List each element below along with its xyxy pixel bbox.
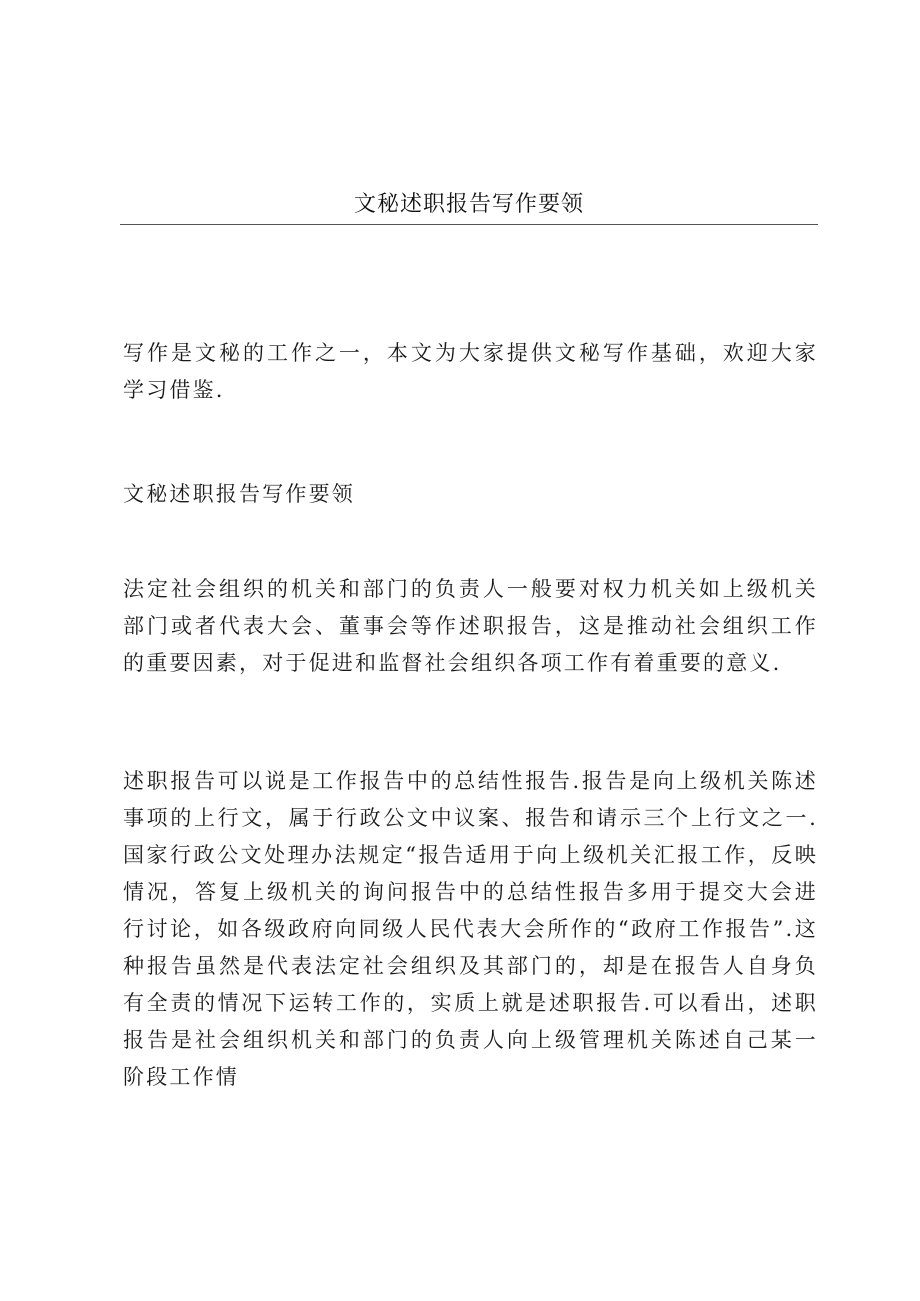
body-paragraph: 法定社会组织的机关和部门的负责人一般要对权力机关如上级机关部门或者代表大会、董事会等作述职报告，这是推动社会组织工作的重要因素，对于促进和监督社会组织各项工作有着重要的意义.: [123, 577, 818, 675]
header-title: 文秘述职报告写作要领: [353, 192, 584, 217]
page-header: [120, 190, 818, 225]
body-paragraph: 述职报告可以说是工作报告中的总结性报告.报告是向上级机关陈述事项的上行文，属于行政公文中议案、报告和请示三个上行文之一.国家行政公文处理办法规定“报告适用于向上级机关汇报工作，反映情况，答复上级机关的询问报告中的总结性报告多用于提交大会进行讨论，如各级政府向同级人民代表大会所作的“政府工作报告”.这种报告虽然是代表法定社会组织及其部门的，却是在报告人自身负有全责的情况下运转工作的，实质上就是述职报告.可以看出，述职报告是社会组织机关和部门的负责人向上级管理机关陈述自己某一阶段工作情: [123, 769, 818, 1089]
section-heading: 文秘述职报告写作要领: [123, 482, 355, 506]
intro-paragraph: 写作是文秘的工作之一，本文为大家提供文秘写作基础，欢迎大家学习借鉴.: [123, 341, 818, 402]
